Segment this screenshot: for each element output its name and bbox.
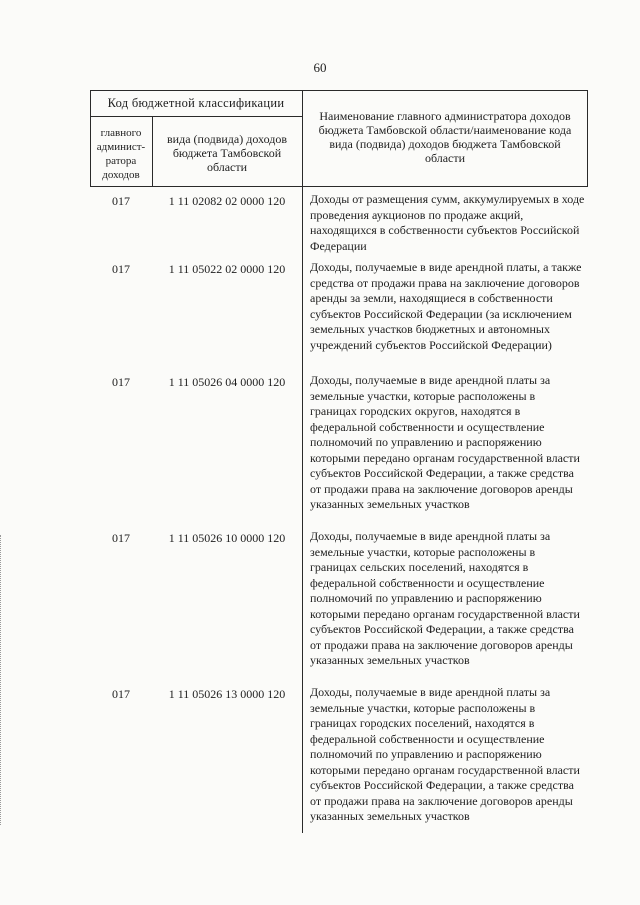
row-1-admin-code: 017	[112, 194, 130, 208]
row-3-name: Доходы, получаемые в виде арендной платы за земельные участки, которые расположены в границах городских округов, находятся в федеральной собственности и осуществление полномочий по управлению и распоряжению которыми передано органам государственной власти субъектов Российской Федерации, а также средства от продажи права на заключение договоров аренды указанных земельных участков	[310, 373, 580, 511]
row-5-income-code: 1 11 05026 13 0000 120	[168, 687, 286, 701]
header-admin-code: главного админист-ратора доходов	[96, 127, 146, 181]
name-column-divider	[302, 90, 303, 833]
row-2-name: Доходы, получаемые в виде арендной платы, а также средства от продажи права на заключение договоров аренды за земли, находящиеся в собственности субъектов Российской Федерации (за исключением земельных участков бюджетных и автономных учреждений субъектов Российской Федерации)	[310, 260, 582, 352]
row-2-admin-code: 017	[112, 262, 130, 276]
row-5-name: Доходы, получаемые в виде арендной платы за земельные участки, которые расположены в границах городских поселений, находятся в федеральной собственности и осуществление полномочий по управлению и распоряжению которыми передано органам государственной власти субъектов Российской Федерации, а также средства от продажи права на заключение договоров аренды указанных земельных участков	[310, 685, 580, 823]
header-classification-code: Код бюджетной классификации	[107, 96, 285, 110]
budget-classification-table	[90, 90, 588, 833]
table-top-border	[90, 90, 588, 91]
row-1-income-code: 1 11 02082 02 0000 120	[168, 194, 286, 208]
header-income-code: вида (подвида) доходов бюджета Тамбовской области	[167, 132, 287, 174]
header-name: Наименование главного администратора доходов бюджета Тамбовской области/наименование кода вида (подвида) доходов бюджета Тамбовской области	[318, 109, 572, 165]
scan-margin-dots	[0, 535, 4, 825]
row-3-income-code: 1 11 05026 04 0000 120	[168, 375, 286, 389]
row-1-name: Доходы от размещения сумм, аккумулируемых в ходе проведения аукционов по продаже акций, находящихся в собственности субъектов Российской Федерации	[310, 192, 585, 253]
header-bottom-border	[90, 186, 588, 187]
table-right-border	[587, 90, 588, 186]
row-4-name: Доходы, получаемые в виде арендной платы за земельные участки, которые расположены в границах сельских поселений, находятся в федеральной собственности и осуществление полномочий по управлению и распоряжению которыми передано органам государственной власти субъектов Российской Федерации, а также средства от продажи права на заключение договоров аренды указанных земельных участков	[310, 529, 580, 667]
row-2-income-code: 1 11 05022 02 0000 120	[168, 262, 286, 276]
row-4-admin-code: 017	[112, 531, 130, 545]
admin-column-divider	[152, 116, 153, 186]
page-number: 60	[313, 60, 327, 75]
row-3-admin-code: 017	[112, 375, 130, 389]
row-4-income-code: 1 11 05026 10 0000 120	[168, 531, 286, 545]
group-header-divider	[90, 116, 302, 117]
row-5-admin-code: 017	[112, 687, 130, 701]
